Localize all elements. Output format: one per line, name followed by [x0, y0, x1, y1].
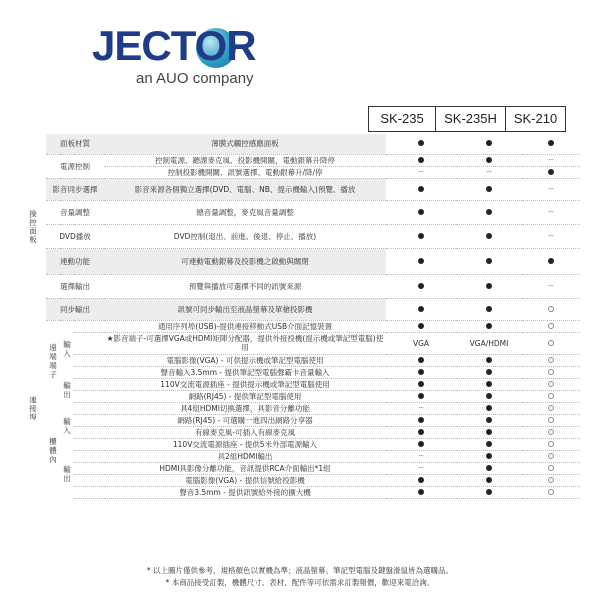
- filled-dot-icon: [418, 393, 424, 399]
- filled-dot-icon: [418, 369, 424, 375]
- filled-dot-icon: [418, 209, 424, 215]
- filled-dot-icon: [486, 405, 492, 411]
- hollow-dot-icon: [548, 405, 554, 411]
- value-cell: [522, 354, 580, 366]
- spec-row: [20, 154, 580, 166]
- row-description: 110V交流電源插座 - 提供提示機或筆記型電腦使用: [104, 378, 386, 390]
- filled-dot-icon: [418, 233, 424, 239]
- dash-mark: --: [418, 404, 424, 412]
- filled-dot-icon: [486, 209, 492, 215]
- filled-dot-icon: [486, 393, 492, 399]
- spec-row: [20, 402, 580, 414]
- spec-row: [20, 320, 580, 332]
- spec-row: [20, 274, 580, 298]
- value-cell: [386, 248, 456, 274]
- row-description: 網路(RJ45) - 提供筆記型電腦使用: [104, 390, 386, 402]
- row-description: 具2組HDMI輸出: [104, 450, 386, 462]
- value-cell: [386, 354, 456, 366]
- row-description: HDMI具影像分離功能，音訊提供RCA介面輸出*1組: [104, 462, 386, 474]
- hollow-dot-icon: [548, 340, 554, 346]
- hollow-dot-icon: [548, 357, 554, 363]
- value-cell: [386, 224, 456, 248]
- row-description: 聲音3.5mm - 提供訊號給外接的擴大機: [104, 486, 386, 498]
- filled-dot-icon: [486, 283, 492, 289]
- value-cell: [522, 474, 580, 486]
- filled-dot-icon: [486, 323, 492, 329]
- dash-mark: --: [418, 464, 424, 472]
- filled-dot-icon: [418, 283, 424, 289]
- value-cell: [386, 414, 456, 426]
- hollow-dot-icon: [548, 477, 554, 483]
- filled-dot-icon: [418, 429, 424, 435]
- dash-mark: --: [418, 168, 424, 176]
- value-cell: [456, 154, 522, 166]
- value-cell: [456, 438, 522, 450]
- filled-dot-icon: [548, 140, 554, 146]
- hollow-dot-icon: [548, 489, 554, 495]
- row-description: 可連動電動銀幕及投影機之啟動與關閉: [104, 248, 386, 274]
- value-cell: [522, 414, 580, 426]
- spec-row: [20, 166, 580, 178]
- value-cell: [522, 426, 580, 438]
- filled-dot-icon: [418, 157, 424, 163]
- filled-dot-icon: [486, 417, 492, 423]
- spec-row: [20, 414, 580, 426]
- value-cell: [456, 332, 522, 354]
- value-cell: [456, 166, 522, 178]
- spec-row: [20, 486, 580, 498]
- hollow-dot-icon: [548, 417, 554, 423]
- value-cell: [456, 320, 522, 332]
- filled-dot-icon: [418, 417, 424, 423]
- spec-row: [20, 354, 580, 366]
- row-description: 110V交流電源插座 - 提供5米外部電源輸入: [104, 438, 386, 450]
- value-cell: [522, 450, 580, 462]
- logo-tagline: an AUO company: [136, 70, 254, 87]
- row-description: 影音來源各個獨立選擇(DVD、電腦、NB、提示機輸入)預覽、播放: [104, 178, 386, 200]
- value-cell: [456, 462, 522, 474]
- row-subheader: 音量調整: [46, 200, 104, 224]
- value-cell: [456, 366, 522, 378]
- spec-row: [20, 366, 580, 378]
- spec-row: [20, 224, 580, 248]
- value-cell: [386, 154, 456, 166]
- filled-dot-icon: [486, 465, 492, 471]
- value-cell: [456, 178, 522, 200]
- value-cell: [522, 224, 580, 248]
- filled-dot-icon: [486, 381, 492, 387]
- row-description: 通用序列埠(USB)-提供連接移動式USB介面記憶裝置: [104, 320, 386, 332]
- hollow-dot-icon: [548, 381, 554, 387]
- value-cell: [386, 332, 456, 354]
- value-cell: [522, 134, 580, 154]
- row-subheader: 電源控制: [46, 154, 104, 178]
- filled-dot-icon: [418, 441, 424, 447]
- hollow-dot-icon: [548, 323, 554, 329]
- value-cell: [386, 298, 456, 320]
- header-sk-235: SK-235: [368, 106, 436, 132]
- value-cell: [522, 166, 580, 178]
- hollow-dot-icon: [548, 465, 554, 471]
- value-cell: [456, 134, 522, 154]
- spec-row: [20, 178, 580, 200]
- spec-row: [20, 200, 580, 224]
- value-cell: [386, 426, 456, 438]
- value-cell: [386, 134, 456, 154]
- footnote-2: * 本商品接受訂製，機體尺寸、表材、配件等可依需求訂製報價，歡迎來電洽詢。: [165, 578, 435, 587]
- filled-dot-icon: [418, 323, 424, 329]
- spec-table: [20, 134, 580, 499]
- row-subheader: 面板材質: [46, 134, 104, 154]
- filled-dot-icon: [486, 369, 492, 375]
- row-description: 電腦影像(VGA) - 可供提示機或筆記型電腦使用: [104, 354, 386, 366]
- group-remote-port: 遠端端子: [49, 343, 57, 380]
- value-cell: [522, 486, 580, 498]
- hollow-dot-icon: [548, 393, 554, 399]
- filled-dot-icon: [486, 489, 492, 495]
- hollow-dot-icon: [548, 306, 554, 312]
- dash-mark: --: [418, 452, 424, 460]
- filled-dot-icon: [418, 477, 424, 483]
- row-description: 具4組HDMI切換選擇，具影音分離功能: [104, 402, 386, 414]
- row-subheader: 選擇輸出: [46, 274, 104, 298]
- value-cell: [456, 298, 522, 320]
- value-cell: [456, 248, 522, 274]
- value-text: VGA: [412, 338, 430, 348]
- row-subheader: DVD播放: [46, 224, 104, 248]
- row-subheader: 同步輸出: [46, 298, 104, 320]
- footnote-1: * 以上圖片僅供參考，規格顏色以實機為準；液晶螢幕、筆記型電腦及鍵盤滑鼠皆為選購品。: [146, 566, 454, 575]
- value-cell: [456, 224, 522, 248]
- row-subheader: 影音同步選擇: [46, 178, 104, 200]
- row-description: 聲音輸入3.5mm - 提供筆記型電腦聲霸卡音量輸入: [104, 366, 386, 378]
- value-cell: [522, 274, 580, 298]
- filled-dot-icon: [486, 157, 492, 163]
- group-connection: 連接埠: [28, 396, 38, 422]
- value-cell: [456, 200, 522, 224]
- filled-dot-icon: [418, 381, 424, 387]
- value-cell: [522, 378, 580, 390]
- spec-row: [20, 298, 580, 320]
- row-description: ★影音端子-可選擇VGA或HDMI矩陣分配器，提供外接投機(提示機或筆記型電腦)使用: [104, 332, 386, 354]
- value-cell: [456, 378, 522, 390]
- value-cell: [522, 390, 580, 402]
- filled-dot-icon: [548, 258, 554, 264]
- filled-dot-icon: [486, 429, 492, 435]
- row-description: 控制電源、聽課麥克風、投影機開關，電動銀幕升降停: [104, 154, 386, 166]
- filled-dot-icon: [486, 357, 492, 363]
- value-text: VGA/HDMI: [469, 338, 509, 348]
- filled-dot-icon: [486, 186, 492, 192]
- value-cell: [386, 366, 456, 378]
- io-input-label: 輸入: [63, 417, 71, 435]
- value-cell: [386, 438, 456, 450]
- hollow-dot-icon: [548, 429, 554, 435]
- value-cell: [522, 200, 580, 224]
- value-cell: [456, 402, 522, 414]
- filled-dot-icon: [418, 357, 424, 363]
- value-cell: [456, 414, 522, 426]
- group-control-panel: 操控面板: [28, 210, 38, 244]
- row-description: 有線麥克風-可插入有線麥克風: [104, 426, 386, 438]
- filled-dot-icon: [486, 233, 492, 239]
- value-cell: [522, 438, 580, 450]
- value-cell: [522, 366, 580, 378]
- value-cell: [386, 166, 456, 178]
- value-cell: [456, 474, 522, 486]
- value-cell: [386, 178, 456, 200]
- row-description: 訊號可同步輸出至液晶螢幕及單槍投影機: [104, 298, 386, 320]
- filled-dot-icon: [418, 489, 424, 495]
- row-subheader: 連動功能: [46, 248, 104, 274]
- dash-mark: --: [548, 208, 554, 216]
- value-cell: [522, 154, 580, 166]
- value-cell: [522, 402, 580, 414]
- filled-dot-icon: [418, 186, 424, 192]
- value-cell: [386, 462, 456, 474]
- logo-wordmark: JECTOR: [92, 22, 256, 69]
- filled-dot-icon: [548, 169, 554, 175]
- filled-dot-icon: [418, 140, 424, 146]
- dash-mark: --: [548, 185, 554, 193]
- value-cell: [456, 274, 522, 298]
- filled-dot-icon: [418, 306, 424, 312]
- spec-row: [20, 378, 580, 390]
- filled-dot-icon: [418, 258, 424, 264]
- value-cell: [522, 248, 580, 274]
- value-cell: [386, 474, 456, 486]
- value-cell: [522, 298, 580, 320]
- spec-row: [20, 426, 580, 438]
- filled-dot-icon: [486, 441, 492, 447]
- filled-dot-icon: [486, 306, 492, 312]
- row-description: 薄膜式觸控感應面板: [104, 134, 386, 154]
- spec-row: [20, 248, 580, 274]
- dash-mark: --: [548, 156, 554, 164]
- value-cell: [522, 332, 580, 354]
- value-cell: [456, 354, 522, 366]
- filled-dot-icon: [486, 258, 492, 264]
- spec-row: [20, 438, 580, 450]
- filled-dot-icon: [486, 453, 492, 459]
- value-cell: [522, 178, 580, 200]
- row-description: 網路(RJ45) - 可選購一進四出網路分享器: [104, 414, 386, 426]
- dash-mark: --: [548, 232, 554, 240]
- spec-row: [20, 134, 580, 154]
- filled-dot-icon: [486, 477, 492, 483]
- dash-mark: --: [548, 282, 554, 290]
- spec-row: [20, 332, 580, 354]
- spec-row: [20, 450, 580, 462]
- value-cell: [386, 402, 456, 414]
- value-cell: [386, 390, 456, 402]
- hollow-dot-icon: [548, 369, 554, 375]
- value-cell: [456, 426, 522, 438]
- row-description: DVD控制(退出、前進、後退、停止、播放): [104, 224, 386, 248]
- spec-row: [20, 474, 580, 486]
- header-sk-235h: SK-235H: [436, 106, 506, 132]
- filled-dot-icon: [486, 140, 492, 146]
- value-cell: [386, 378, 456, 390]
- value-cell: [522, 462, 580, 474]
- io-output-label: 輸出: [63, 381, 71, 399]
- jector-logo: [92, 24, 262, 94]
- hollow-dot-icon: [548, 453, 554, 459]
- value-cell: [522, 320, 580, 332]
- value-cell: [386, 320, 456, 332]
- row-description: 控制投影機開關、訊號選擇、電動銀幕升/降/停: [104, 166, 386, 178]
- value-cell: [386, 274, 456, 298]
- spec-row: [20, 390, 580, 402]
- value-cell: [456, 390, 522, 402]
- value-cell: [386, 200, 456, 224]
- hollow-dot-icon: [548, 441, 554, 447]
- dash-mark: --: [486, 168, 492, 176]
- header-sk-210: SK-210: [506, 106, 566, 132]
- row-description: 總音量調整，麥克風音量調整: [104, 200, 386, 224]
- row-description: 預覽與播放可選擇不同的訊號來源: [104, 274, 386, 298]
- value-cell: [456, 450, 522, 462]
- value-cell: [386, 486, 456, 498]
- value-cell: [386, 450, 456, 462]
- spec-row: [20, 462, 580, 474]
- io-output-label: 輸出: [63, 465, 71, 483]
- value-cell: [456, 486, 522, 498]
- io-input-label: 輸入: [63, 340, 71, 359]
- group-built-in: 櫃體內: [49, 436, 57, 464]
- row-description: 電腦影像(VGA) - 提供信號給投影機: [104, 474, 386, 486]
